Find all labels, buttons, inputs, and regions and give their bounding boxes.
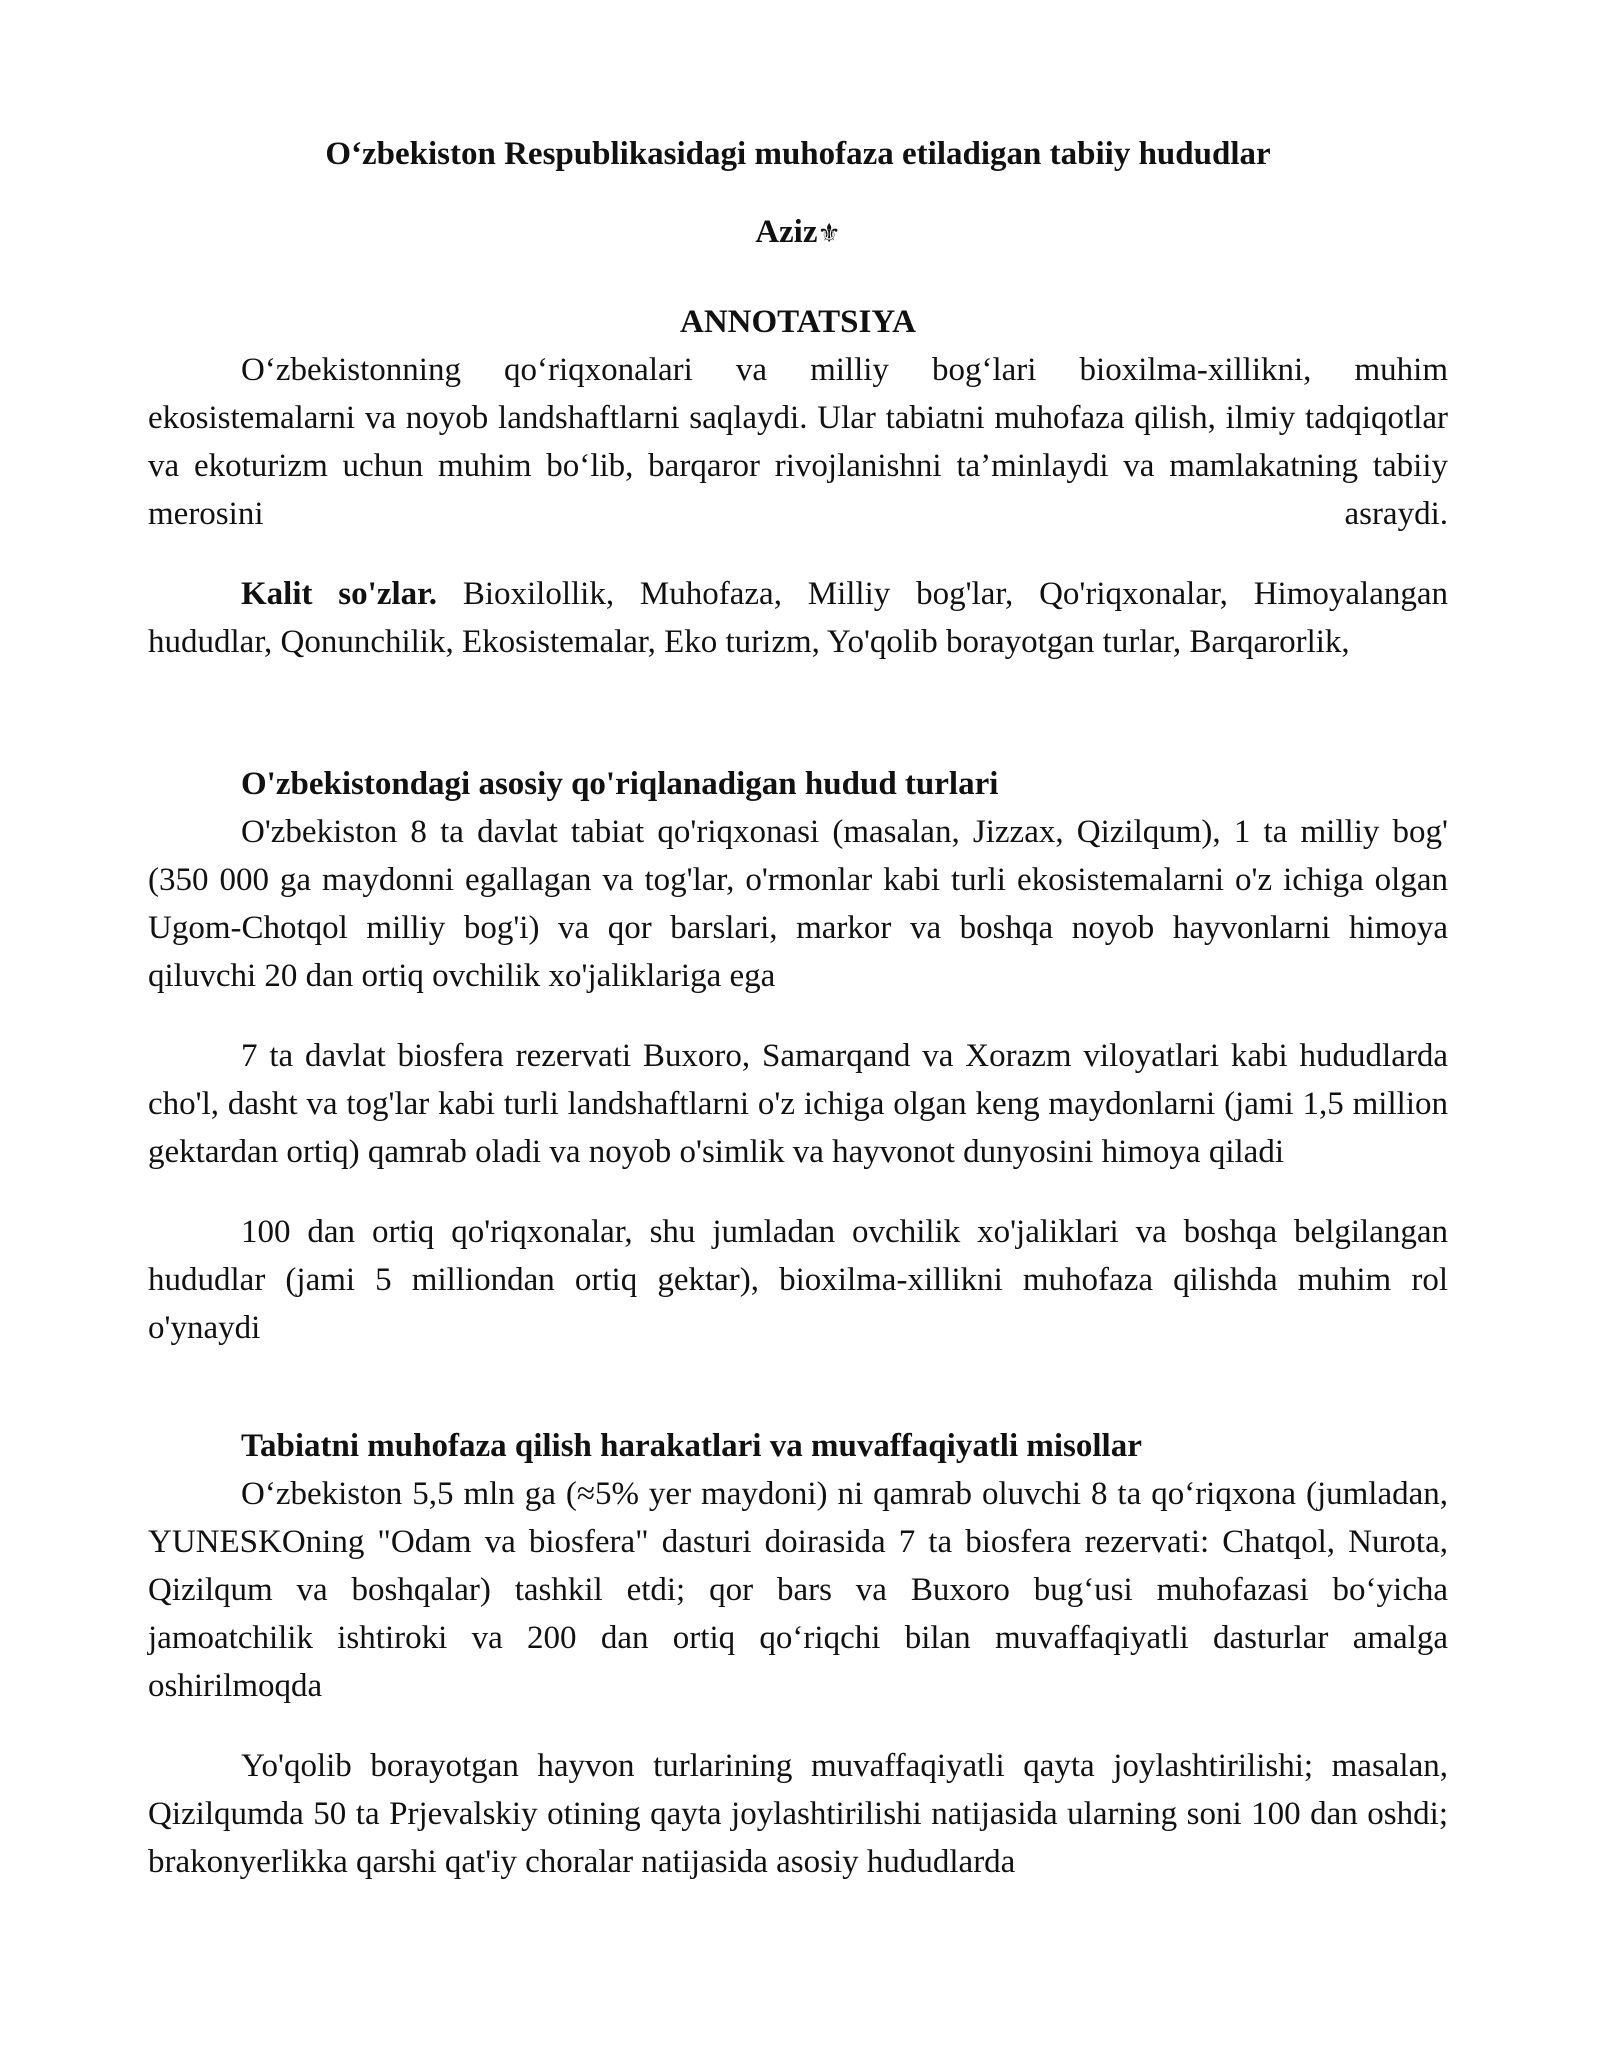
- section-paragraph: Yo'qolib borayotgan hayvon turlarining muvaffaqiyatli qayta joylashtirilishi; masalan, Qizilqumda 50 ta Prjevalskiy otining qayta joylashtirilishi natijasida ularning soni 100 dan oshdi; brakonyerlikka qarshi qat'iy choralar natijasida asosiy hududlarda: [148, 1748, 1448, 1880]
- section-paragraph: O‘zbekiston 5,5 mln ga (≈5% yer maydoni) ni qamrab oluvchi 8 ta qo‘riqxona (jumladan, YUNESKOning "Odam va biosfera" dasturi doirasida 7 ta biosfera rezervati: Chatqol, Nurota, Qizilqum va boshqalar) tashkil etdi; qor bars va Buxoro bug‘usi muhofazasi bo‘yicha jamoatchilik ishtiroki va 200 dan ortiq qo‘riqchi bilan muvaffaqiyatli dasturlar amalga oshirilmoqda: [148, 1476, 1448, 1704]
- author-line: [148, 208, 1448, 258]
- abstract-paragraph: O‘zbekistonning qo‘riqxonalari va milliy bog‘lari bioxilma-xillikni, muhim ekosistemalarni va noyob landshaftlarni saqlaydi. Ular tabiatni muhofaza qilish, ilmiy tadqiqotlar va ekoturizm uchun muhim bo‘lib, barqaror rivojlanishni ta’minlaydi va mamlakatning tabiiy merosini asraydi.: [148, 352, 1448, 532]
- section-paragraph: 100 dan ortiq qo'riqxonalar, shu jumladan ovchilik xo'jaliklari va boshqa belgilangan hududlar (jami 5 milliondan ortiq gektar), bioxilma-xillikni muhofaza qilishda muhim rol o'ynaydi: [148, 1214, 1448, 1346]
- section-paragraph: O'zbekiston 8 ta davlat tabiat qo'riqxonasi (masalan, Jizzax, Qizilqum), 1 ta milliy bog' (350 000 ga maydonni egallagan va tog'lar, o'rmonlar kabi turli ekosistemalarni o'z ichiga olgan Ugom-Chotqol milliy bog'i) va qor barslari, markor va boshqa noyob hayvonlarni himoya qiluvchi 20 dan ortiq ovchilik xo'jaliklariga ega: [148, 814, 1448, 994]
- author-name: Aziz: [755, 214, 818, 250]
- section-heading: O'zbekistondagi asosiy qo'riqlanadigan hudud turlari: [241, 766, 999, 802]
- abstract-heading: ANNOTATSIYA: [680, 304, 916, 340]
- keywords-label: Kalit so'zlar.: [241, 576, 438, 612]
- section-heading: Tabiatni muhofaza qilish harakatlari va muvaffaqiyatli misollar: [241, 1428, 1142, 1464]
- fleur-de-lis-icon: ⚜: [817, 219, 841, 248]
- keywords-paragraph: [148, 570, 1448, 666]
- document-page: [148, 0, 1448, 1886]
- keywords-list: Bioxilollik, Muhofaza, Milliy bog'lar, Qo'riqxonalar, Himoyalangan hududlar, Qonunchilik, Ekosistemalar, Eko turizm, Yo'qolib borayotgan turlar, Barqarorlik,: [148, 576, 1448, 660]
- section-paragraph: 7 ta davlat biosfera rezervati Buxoro, Samarqand va Xorazm viloyatlari kabi hududlarda cho'l, dasht va tog'lar kabi turli landshaftlarni o'z ichiga olgan keng maydonlarni (jami 1,5 million gektardan ortiq) qamrab oladi va noyob o'simlik va hayvonot dunyosini himoya qiladi: [148, 1038, 1448, 1170]
- document-title: O‘zbekiston Respublikasidagi muhofaza etiladigan tabiiy hududlar: [325, 136, 1271, 172]
